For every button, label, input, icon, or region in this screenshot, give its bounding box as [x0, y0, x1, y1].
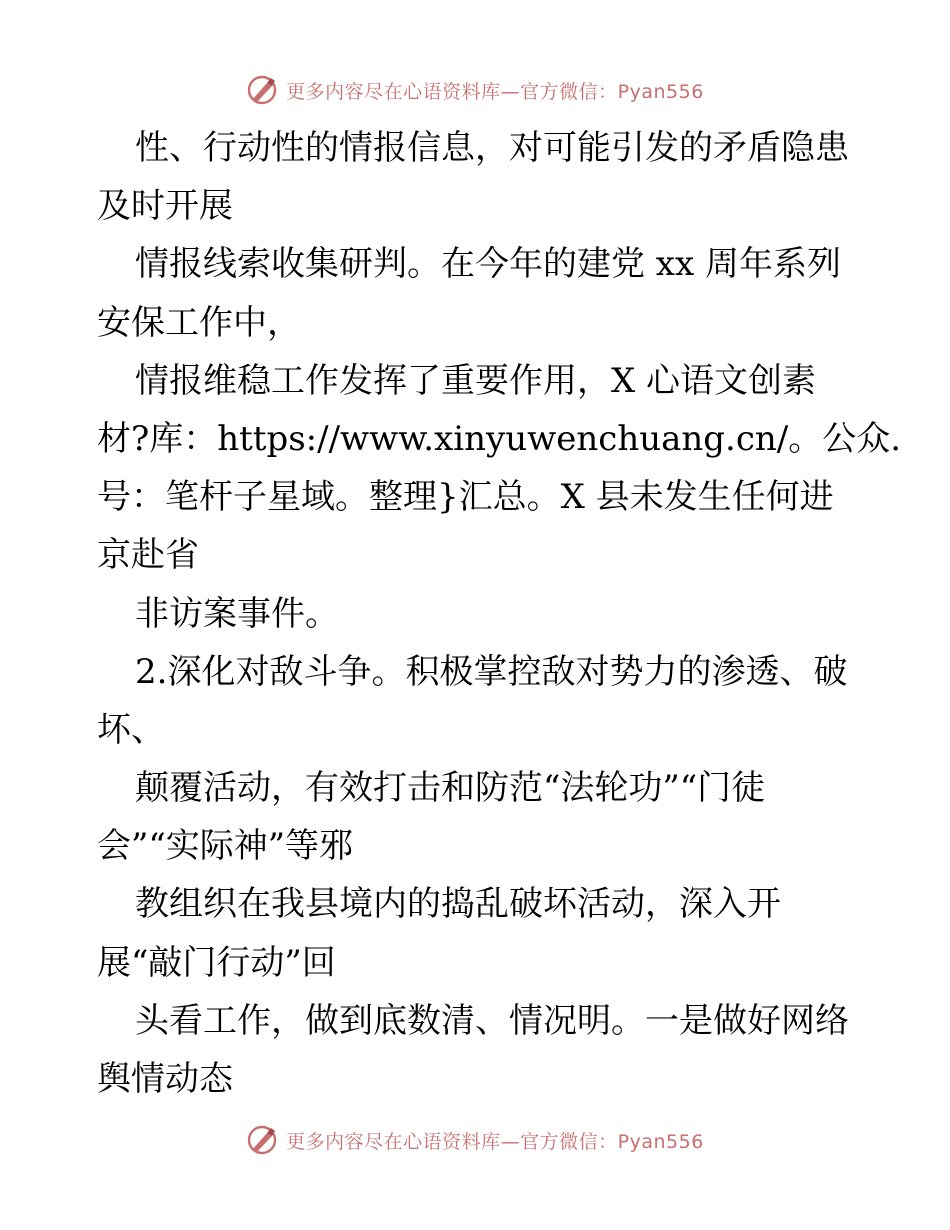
footer-banner	[0, 1120, 950, 1160]
text-line: 及时开展	[97, 186, 233, 227]
text-line: 性、行动性的情报信息，对可能引发的矛盾隐患	[135, 128, 849, 168]
text-line: 颠覆活动，有效打击和防范“法轮功”“门徒	[135, 768, 766, 809]
text-line: 京赴省	[97, 535, 199, 576]
header-banner-text: 更多内容尽在心语资料库—官方微信：Pyan556	[286, 80, 704, 103]
text-line: 头看工作，做到底数清、情况明。一是做好网络	[135, 1000, 849, 1041]
text-line: 坏、	[97, 709, 165, 750]
pen-circle-logo-icon	[246, 73, 280, 107]
text-line: 情报线索收集研判。在今年的建党 xx 周年系列	[135, 244, 841, 285]
text-line: 号：笔杆子星域。整理}汇总。X 县未发生任何进	[97, 477, 834, 518]
text-line: 2.深化对敌斗争。积极掌控敌对势力的渗透、破	[135, 651, 848, 692]
text-line: 材?库：https://www.xinyuwenchuang.cn/。公众.	[97, 418, 902, 459]
text-line: 非访案事件。	[135, 593, 339, 634]
text-line: 情报维稳工作发挥了重要作用，X 心语文创素	[135, 360, 817, 401]
pen-circle-logo-icon	[246, 1123, 280, 1157]
text-line: 安保工作中，	[97, 302, 301, 343]
text-line: 舆情动态	[97, 1059, 233, 1099]
text-line: 教组织在我县境内的捣乱破坏活动，深入开	[135, 884, 781, 925]
text-line: 展“敲门行动”回	[97, 942, 336, 983]
text-line: 会”“实际神”等邪	[97, 826, 354, 867]
document-body	[97, 119, 902, 1108]
footer-banner-text: 更多内容尽在心语资料库—官方微信：Pyan556	[286, 1130, 704, 1153]
header-banner	[0, 70, 950, 110]
